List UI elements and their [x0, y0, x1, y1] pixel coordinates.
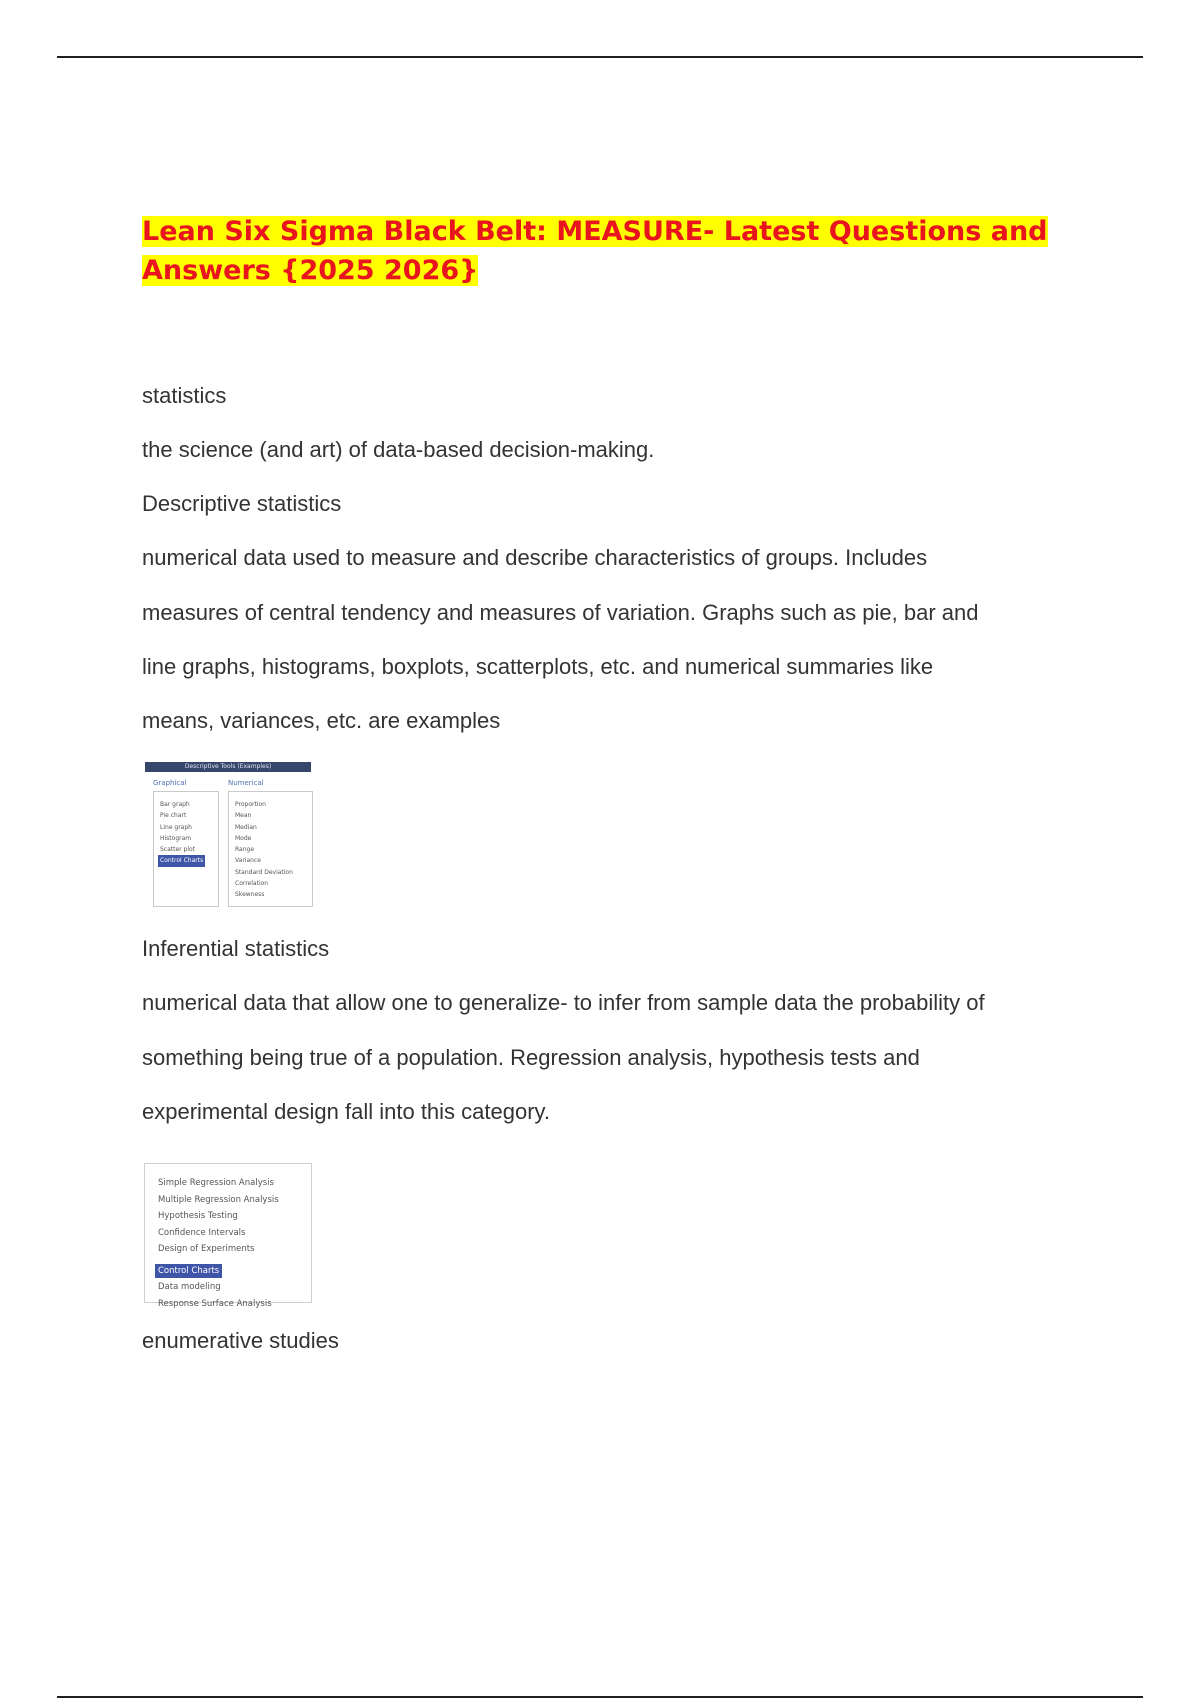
numerical-list-item: Mode [235, 834, 252, 842]
inferential-list-item: Design of Experiments [158, 1244, 255, 1255]
graphical-label: Graphical [153, 779, 187, 787]
inferential-tools-figure [144, 1163, 312, 1309]
definition-inferential-line-1: numerical data that allow one to generalize- to infer from sample data the probability of [142, 990, 985, 1015]
numerical-list-item: Range [235, 846, 255, 854]
term-statistics: statistics [142, 383, 227, 408]
numerical-list-item: Median [235, 823, 257, 831]
numerical-list [235, 799, 293, 901]
inferential-list-item: Confidence Intervals [158, 1227, 246, 1238]
inferential-list-item: Multiple Regression Analysis [158, 1194, 279, 1205]
definition-descriptive-line-2: measures of central tendency and measures of variation. Graphs such as pie, bar and [142, 600, 979, 625]
definition-descriptive-line-4: means, variances, etc. are examples [142, 708, 501, 733]
numerical-list-item: Mean [235, 812, 252, 820]
numerical-list-item: Skewness [235, 891, 265, 899]
inferential-list-item: Control Charts [155, 1264, 222, 1278]
inferential-list-item: Response Surface Analysis [158, 1298, 272, 1309]
definition-descriptive-line-1: numerical data used to measure and describe characteristics of groups. Includes [142, 545, 928, 570]
numerical-list-box [228, 791, 313, 907]
numerical-list-item: Variance [235, 857, 261, 865]
bottom-rule [57, 1696, 1143, 1698]
descriptive-tools-figure [144, 760, 313, 910]
definition-inferential-line-3: experimental design fall into this category. [142, 1099, 551, 1124]
inferential-list-item: Hypothesis Testing [158, 1211, 238, 1222]
graphical-list-item: Line graph [160, 823, 192, 831]
definition-inferential-line-2: something being true of a population. Regression analysis, hypothesis tests and [142, 1045, 920, 1070]
numerical-list-item: Proportion [235, 801, 266, 808]
graphical-list-item: Bar graph [160, 801, 190, 808]
figure-header: Descriptive Tools (Examples) [145, 762, 311, 772]
graphical-list-item: Scatter plot [160, 846, 196, 854]
term-enumerative-studies: enumerative studies [142, 1328, 339, 1353]
document-title: Lean Six Sigma Black Belt: MEASURE- Latest Questions and Answers {2025 2026} [142, 216, 1048, 286]
inferential-list-item: Simple Regression Analysis [158, 1178, 274, 1188]
graphical-list-item: Control Charts [158, 855, 205, 866]
inferential-list [158, 1175, 279, 1312]
term-inferential-statistics: Inferential statistics [142, 936, 330, 961]
definition-statistics: the science (and art) of data-based decision-making. [142, 437, 655, 462]
top-rule [57, 56, 1143, 58]
inferential-list-item: Data modeling [158, 1281, 221, 1292]
graphical-list-box [153, 791, 219, 907]
definition-descriptive-line-3: line graphs, histograms, boxplots, scatterplots, etc. and numerical summaries like [142, 654, 934, 679]
graphical-list-item: Histogram [160, 834, 192, 842]
term-descriptive-statistics: Descriptive statistics [142, 491, 342, 516]
numerical-list-item: Correlation [235, 880, 269, 888]
numerical-label: Numerical [228, 779, 264, 787]
numerical-list-item: Standard Deviation [235, 868, 293, 876]
graphical-list-item: Pie chart [160, 812, 187, 820]
graphical-list [160, 799, 205, 867]
